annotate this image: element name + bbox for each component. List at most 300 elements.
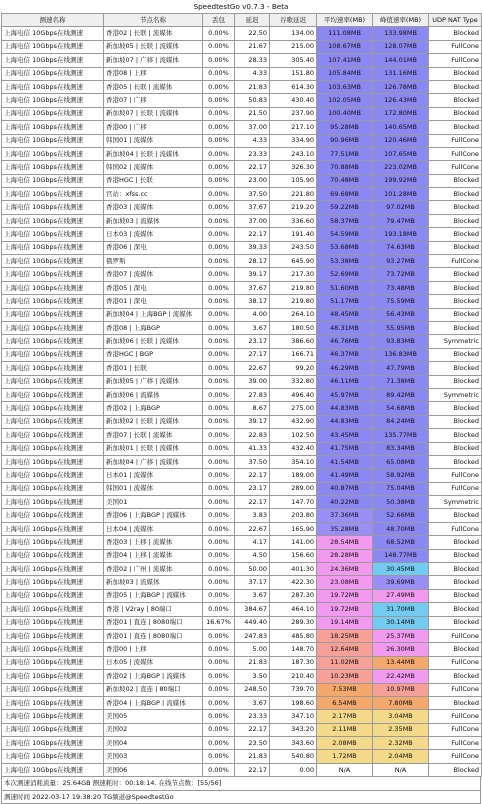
cell-latency: 21.83 xyxy=(235,656,270,669)
header-udp-nat: UDP NAT Type xyxy=(429,14,482,27)
cell-latency: 21.67 xyxy=(235,40,270,53)
cell-google-latency: 332.80 xyxy=(270,375,317,388)
cell-google-latency: 151.80 xyxy=(270,67,317,80)
cell-avg-speed: 46.29MB xyxy=(317,362,373,375)
cell-test-name: 上海电信 10Gbps在线测速 xyxy=(2,763,104,776)
cell-test-name: 上海电信 10Gbps在线测速 xyxy=(2,40,104,53)
table-row xyxy=(2,40,482,53)
cell-udp-nat: FullCone xyxy=(429,737,482,750)
cell-peak-speed: 89.42MB xyxy=(373,388,429,401)
cell-test-name: 上海电信 10Gbps在线测速 xyxy=(2,670,104,683)
cell-latency: 3.67 xyxy=(235,696,270,709)
speedtest-report xyxy=(1,0,481,804)
cell-node-name: 新加坡04 | 长联 | 流媒体 xyxy=(104,147,203,160)
cell-node-name: 俄罗斯 xyxy=(104,255,203,268)
table-row xyxy=(2,656,482,669)
table-body xyxy=(2,27,482,777)
cell-peak-speed: 3.04MB xyxy=(373,710,429,723)
cell-avg-speed: 43.45MB xyxy=(317,429,373,442)
cell-test-name: 上海电信 10Gbps在线测速 xyxy=(2,268,104,281)
cell-test-name: 上海电信 10Gbps在线测速 xyxy=(2,536,104,549)
cell-google-latency: 210.40 xyxy=(270,670,317,683)
cell-peak-speed: 79.47MB xyxy=(373,214,429,227)
cell-peak-speed: 73.72MB xyxy=(373,268,429,281)
cell-packet-loss: 0.00% xyxy=(203,415,235,428)
cell-udp-nat: FullCone xyxy=(429,656,482,669)
cell-packet-loss: 0.00% xyxy=(203,375,235,388)
cell-google-latency: 105.90 xyxy=(270,174,317,187)
cell-udp-nat: Blocked xyxy=(429,402,482,415)
cell-avg-speed: 59.22MB xyxy=(317,201,373,214)
cell-google-latency: 191.40 xyxy=(270,228,317,241)
cell-packet-loss: 0.00% xyxy=(203,321,235,334)
cell-peak-speed: 2.32MB xyxy=(373,737,429,750)
cell-avg-speed: 95.28MB xyxy=(317,121,373,134)
table-row xyxy=(2,27,482,40)
cell-packet-loss: 0.00% xyxy=(203,683,235,696)
cell-google-latency: 237.90 xyxy=(270,107,317,120)
cell-node-name: 新加坡07 | 长联 | 流媒体 xyxy=(104,107,203,120)
table-row xyxy=(2,509,482,522)
table-row xyxy=(2,536,482,549)
cell-packet-loss: 0.00% xyxy=(203,214,235,227)
table-row xyxy=(2,362,482,375)
cell-google-latency: 217.30 xyxy=(270,268,317,281)
cell-latency: 37.67 xyxy=(235,281,270,294)
cell-avg-speed: 41.54MB xyxy=(317,455,373,468)
cell-avg-speed: 48.31MB xyxy=(317,321,373,334)
cell-test-name: 上海电信 10Gbps在线测速 xyxy=(2,335,104,348)
cell-peak-speed: 71.38MB xyxy=(373,375,429,388)
cell-test-name: 上海电信 10Gbps在线测速 xyxy=(2,348,104,361)
cell-google-latency: 275.00 xyxy=(270,402,317,415)
cell-test-name: 上海电信 10Gbps在线测速 xyxy=(2,455,104,468)
cell-udp-nat: Blocked xyxy=(429,509,482,522)
table-row xyxy=(2,522,482,535)
report-title: SpeedtestGo v0.7.3 - Beta xyxy=(193,2,289,11)
cell-avg-speed: 37.36MB xyxy=(317,509,373,522)
cell-peak-speed: 2.04MB xyxy=(373,750,429,763)
cell-peak-speed: 131.16MB xyxy=(373,67,429,80)
cell-peak-speed: 25.37MB xyxy=(373,629,429,642)
cell-latency: 37.50 xyxy=(235,188,270,201)
cell-packet-loss: 0.00% xyxy=(203,107,235,120)
cell-peak-speed: 30.14MB xyxy=(373,616,429,629)
table-row xyxy=(2,455,482,468)
cell-google-latency: 156.60 xyxy=(270,549,317,562)
cell-packet-loss: 0.00% xyxy=(203,563,235,576)
cell-test-name: 上海电信 10Gbps在线测速 xyxy=(2,147,104,160)
cell-test-name: 上海电信 10Gbps在线测速 xyxy=(2,94,104,107)
cell-peak-speed: 65.08MB xyxy=(373,455,429,468)
cell-node-name: 美国04 xyxy=(104,737,203,750)
cell-google-latency: 243.50 xyxy=(270,241,317,254)
cell-packet-loss: 0.00% xyxy=(203,629,235,642)
cell-latency: 4.00 xyxy=(235,308,270,321)
header-peak-speed: 峰值速率(MB) xyxy=(373,14,429,27)
cell-latency: 37.50 xyxy=(235,455,270,468)
cell-peak-speed: 48.70MB xyxy=(373,522,429,535)
cell-test-name: 上海电信 10Gbps在线测速 xyxy=(2,750,104,763)
cell-peak-speed: 128.07MB xyxy=(373,40,429,53)
cell-test-name: 上海电信 10Gbps在线测速 xyxy=(2,27,104,40)
cell-latency: 4.33 xyxy=(235,67,270,80)
cell-node-name: 韩国02 | 流媒体 xyxy=(104,161,203,174)
cell-google-latency: 336.60 xyxy=(270,214,317,227)
cell-google-latency: 147.70 xyxy=(270,496,317,509)
cell-udp-nat: FullCone xyxy=(429,147,482,160)
cell-latency: 22.67 xyxy=(235,522,270,535)
cell-avg-speed: 2.17MB xyxy=(317,710,373,723)
cell-google-latency: 0.00 xyxy=(270,763,317,776)
cell-test-name: 上海电信 10Gbps在线测速 xyxy=(2,656,104,669)
cell-avg-speed: 2.11MB xyxy=(317,723,373,736)
cell-test-name: 上海电信 10Gbps在线测速 xyxy=(2,415,104,428)
cell-udp-nat: Blocked xyxy=(429,121,482,134)
table-row xyxy=(2,710,482,723)
cell-avg-speed: 48.45MB xyxy=(317,308,373,321)
cell-udp-nat: Blocked xyxy=(429,576,482,589)
cell-peak-speed: 7.80MB xyxy=(373,696,429,709)
table-row xyxy=(2,415,482,428)
cell-node-name: 香港05 | 长联 | 流媒体 xyxy=(104,80,203,93)
cell-packet-loss: 16.67% xyxy=(203,616,235,629)
table-row xyxy=(2,228,482,241)
cell-latency: 248.50 xyxy=(235,683,270,696)
cell-google-latency: 134.00 xyxy=(270,27,317,40)
cell-test-name: 上海电信 10Gbps在线测速 xyxy=(2,388,104,401)
cell-avg-speed: 40.87MB xyxy=(317,482,373,495)
cell-packet-loss: 0.00% xyxy=(203,268,235,281)
cell-udp-nat: Blocked xyxy=(429,696,482,709)
cell-node-name: 新加坡05 | 长联 | 流媒体 xyxy=(104,40,203,53)
cell-avg-speed: 35.28MB xyxy=(317,522,373,535)
cell-latency: 3.83 xyxy=(235,509,270,522)
cell-node-name: 香港02 | 上海BGP xyxy=(104,402,203,415)
cell-udp-nat: Blocked xyxy=(429,201,482,214)
cell-test-name: 上海电信 10Gbps在线测速 xyxy=(2,107,104,120)
cell-node-name: 日本04 | 流媒体 xyxy=(104,522,203,535)
table-row xyxy=(2,696,482,709)
cell-peak-speed: 26.30MB xyxy=(373,643,429,656)
cell-peak-speed: 93.27MB xyxy=(373,255,429,268)
cell-packet-loss: 0.00% xyxy=(203,54,235,67)
cell-udp-nat: Blocked xyxy=(429,442,482,455)
cell-udp-nat: Blocked xyxy=(429,174,482,187)
cell-node-name: 新加坡07 | 广移 | 流媒体 xyxy=(104,54,203,67)
cell-test-name: 上海电信 10Gbps在线测速 xyxy=(2,696,104,709)
cell-udp-nat: FullCone xyxy=(429,522,482,535)
cell-latency: 21.83 xyxy=(235,750,270,763)
cell-google-latency: 219.80 xyxy=(270,295,317,308)
cell-packet-loss: 0.00% xyxy=(203,589,235,602)
cell-latency: 50.83 xyxy=(235,94,270,107)
cell-packet-loss: 0.00% xyxy=(203,80,235,93)
cell-latency: 4.50 xyxy=(235,549,270,562)
cell-udp-nat: Blocked xyxy=(429,107,482,120)
cell-packet-loss: 0.00% xyxy=(203,228,235,241)
cell-avg-speed: 45.97MB xyxy=(317,388,373,401)
cell-packet-loss: 0.00% xyxy=(203,161,235,174)
cell-test-name: 上海电信 10Gbps在线测速 xyxy=(2,308,104,321)
cell-udp-nat: Blocked xyxy=(429,281,482,294)
cell-google-latency: 305.40 xyxy=(270,54,317,67)
cell-node-name: 新加坡02 | 长联 | 流媒体 xyxy=(104,415,203,428)
cell-avg-speed: 53.68MB xyxy=(317,241,373,254)
cell-test-name: 上海电信 10Gbps在线测速 xyxy=(2,509,104,522)
cell-packet-loss: 0.00% xyxy=(203,67,235,80)
cell-google-latency: 540.80 xyxy=(270,750,317,763)
cell-test-name: 上海电信 10Gbps在线测速 xyxy=(2,134,104,147)
cell-packet-loss: 0.00% xyxy=(203,174,235,187)
cell-google-latency: 485.80 xyxy=(270,629,317,642)
cell-udp-nat: FullCone xyxy=(429,723,482,736)
cell-peak-speed: 193.18MB xyxy=(373,228,429,241)
cell-avg-speed: 52.69MB xyxy=(317,268,373,281)
cell-latency: 37.00 xyxy=(235,214,270,227)
cell-test-name: 上海电信 10Gbps在线测速 xyxy=(2,549,104,562)
cell-test-name: 上海电信 10Gbps在线测速 xyxy=(2,737,104,750)
table-row xyxy=(2,670,482,683)
cell-test-name: 上海电信 10Gbps在线测速 xyxy=(2,321,104,334)
cell-test-name: 上海电信 10Gbps在线测速 xyxy=(2,643,104,656)
cell-peak-speed: 84.24MB xyxy=(373,415,429,428)
cell-avg-speed: 70.48MB xyxy=(317,174,373,187)
cell-udp-nat: FullCone xyxy=(429,629,482,642)
cell-udp-nat: Blocked xyxy=(429,228,482,241)
cell-latency: 22.83 xyxy=(235,429,270,442)
table-row xyxy=(2,442,482,455)
cell-udp-nat: Blocked xyxy=(429,549,482,562)
cell-packet-loss: 0.00% xyxy=(203,522,235,535)
cell-google-latency: 289.30 xyxy=(270,616,317,629)
cell-peak-speed: 52.66MB xyxy=(373,509,429,522)
table-row xyxy=(2,295,482,308)
cell-avg-speed: 19.72MB xyxy=(317,589,373,602)
header-packet-loss: 丢包 xyxy=(203,14,235,27)
cell-avg-speed: 107.41MB xyxy=(317,54,373,67)
cell-packet-loss: 0.00% xyxy=(203,496,235,509)
cell-node-name: 香港02 | 长联 | 流媒体 xyxy=(104,27,203,40)
cell-peak-speed: 55.95MB xyxy=(373,321,429,334)
cell-latency: 41.33 xyxy=(235,442,270,455)
header-node-name: 节点名称 xyxy=(104,14,203,27)
cell-peak-speed: 126.78MB xyxy=(373,80,429,93)
cell-latency: 21.50 xyxy=(235,107,270,120)
cell-google-latency: 496.40 xyxy=(270,388,317,401)
cell-test-name: 上海电信 10Gbps在线测速 xyxy=(2,281,104,294)
cell-packet-loss: 0.00% xyxy=(203,362,235,375)
table-row xyxy=(2,388,482,401)
table-row xyxy=(2,375,482,388)
cell-packet-loss: 0.00% xyxy=(203,723,235,736)
table-row xyxy=(2,80,482,93)
cell-udp-nat: Blocked xyxy=(429,763,482,776)
cell-node-name: 新加坡04 | 广移 | 流媒体 xyxy=(104,455,203,468)
cell-packet-loss: 0.00% xyxy=(203,482,235,495)
cell-test-name: 上海电信 10Gbps在线测速 xyxy=(2,683,104,696)
cell-packet-loss: 0.00% xyxy=(203,308,235,321)
cell-google-latency: 243.10 xyxy=(270,147,317,160)
cell-peak-speed: 148.77MB xyxy=(373,549,429,562)
cell-latency: 37.00 xyxy=(235,121,270,134)
cell-latency: 50.00 xyxy=(235,563,270,576)
cell-packet-loss: 0.00% xyxy=(203,710,235,723)
cell-udp-nat: Blocked xyxy=(429,308,482,321)
cell-test-name: 上海电信 10Gbps在线测速 xyxy=(2,616,104,629)
cell-peak-speed: 27.49MB xyxy=(373,589,429,602)
cell-peak-speed: 93.83MB xyxy=(373,335,429,348)
cell-latency: 27.17 xyxy=(235,348,270,361)
cell-avg-speed: 19.14MB xyxy=(317,616,373,629)
cell-test-name: 上海电信 10Gbps在线测速 xyxy=(2,496,104,509)
cell-avg-speed: 6.54MB xyxy=(317,696,373,709)
cell-node-name: 香港07 | 长联 | 流媒体 xyxy=(104,429,203,442)
cell-udp-nat: Blocked xyxy=(429,188,482,201)
cell-udp-nat: Blocked xyxy=(429,603,482,616)
cell-latency: 22.17 xyxy=(235,469,270,482)
cell-packet-loss: 0.00% xyxy=(203,696,235,709)
cell-packet-loss: 0.00% xyxy=(203,643,235,656)
cell-udp-nat: Blocked xyxy=(429,563,482,576)
cell-node-name: 官站：xfss.cc xyxy=(104,188,203,201)
table-row xyxy=(2,629,482,642)
cell-udp-nat: Blocked xyxy=(429,670,482,683)
cell-node-name: 香港05 | 上海BGP | 流媒体 xyxy=(104,589,203,602)
cell-udp-nat: Blocked xyxy=(429,67,482,80)
cell-latency: 23.33 xyxy=(235,710,270,723)
cell-udp-nat: Blocked xyxy=(429,241,482,254)
cell-test-name: 上海电信 10Gbps在线测速 xyxy=(2,161,104,174)
cell-peak-speed: 135.77MB xyxy=(373,429,429,442)
cell-google-latency: 189.00 xyxy=(270,469,317,482)
table-row xyxy=(2,496,482,509)
cell-test-name: 上海电信 10Gbps在线测速 xyxy=(2,188,104,201)
cell-avg-speed: 46.37MB xyxy=(317,348,373,361)
table-row xyxy=(2,321,482,334)
cell-avg-speed: 103.63MB xyxy=(317,80,373,93)
cell-avg-speed: 18.25MB xyxy=(317,629,373,642)
cell-udp-nat: FullCone xyxy=(429,161,482,174)
table-row xyxy=(2,482,482,495)
cell-google-latency: 343.20 xyxy=(270,723,317,736)
cell-packet-loss: 0.00% xyxy=(203,670,235,683)
cell-peak-speed: 133.98MB xyxy=(373,27,429,40)
cell-peak-speed: 172.80MB xyxy=(373,107,429,120)
cell-packet-loss: 0.00% xyxy=(203,335,235,348)
cell-latency: 22.17 xyxy=(235,228,270,241)
cell-node-name: 新加坡03 | 流媒体 xyxy=(104,576,203,589)
cell-packet-loss: 0.00% xyxy=(203,402,235,415)
cell-node-name: 美国03 xyxy=(104,750,203,763)
cell-peak-speed: 97.02MB xyxy=(373,201,429,214)
cell-google-latency: 739.70 xyxy=(270,683,317,696)
timestamp-line: 测速时间 2022-03-17 19:38:20 TG频道@SpeedtestGo xyxy=(1,791,481,804)
cell-avg-speed: 44.83MB xyxy=(317,402,373,415)
cell-latency: 39.00 xyxy=(235,375,270,388)
cell-node-name: 新加坡06 | 长联 | 流媒体 xyxy=(104,335,203,348)
cell-node-name: 香港00 | 广移 xyxy=(104,121,203,134)
cell-node-name: 新加坡03 | 流媒体 xyxy=(104,214,203,227)
cell-google-latency: 148.70 xyxy=(270,643,317,656)
cell-google-latency: 422.30 xyxy=(270,576,317,589)
cell-peak-speed: 31.70MB xyxy=(373,603,429,616)
cell-peak-speed: 13.44MB xyxy=(373,656,429,669)
cell-peak-speed: 73.48MB xyxy=(373,281,429,294)
cell-avg-speed: 2.08MB xyxy=(317,737,373,750)
table-row xyxy=(2,750,482,763)
cell-test-name: 上海电信 10Gbps在线测速 xyxy=(2,603,104,616)
cell-udp-nat: Blocked xyxy=(429,214,482,227)
cell-peak-speed: 10.97MB xyxy=(373,683,429,696)
cell-latency: 28.17 xyxy=(235,255,270,268)
cell-latency: 23.50 xyxy=(235,737,270,750)
cell-node-name: 日本05 | 流媒体 xyxy=(104,656,203,669)
cell-packet-loss: 0.00% xyxy=(203,134,235,147)
cell-latency: 28.33 xyxy=(235,54,270,67)
cell-packet-loss: 0.00% xyxy=(203,40,235,53)
cell-peak-speed: 50.38MB xyxy=(373,496,429,509)
cell-latency: 38.17 xyxy=(235,295,270,308)
cell-packet-loss: 0.00% xyxy=(203,121,235,134)
cell-latency: 5.00 xyxy=(235,643,270,656)
table-row xyxy=(2,348,482,361)
cell-peak-speed: 83.34MB xyxy=(373,442,429,455)
cell-google-latency: 219.80 xyxy=(270,281,317,294)
cell-latency: 22.17 xyxy=(235,763,270,776)
cell-google-latency: 180.50 xyxy=(270,321,317,334)
cell-peak-speed: 107.65MB xyxy=(373,147,429,160)
cell-node-name: 韩国01 | 流媒体 xyxy=(104,482,203,495)
cell-udp-nat: Blocked xyxy=(429,415,482,428)
cell-node-name: 美国02 xyxy=(104,723,203,736)
cell-test-name: 上海电信 10Gbps在线测速 xyxy=(2,723,104,736)
cell-node-name: 香港00 | 上移 xyxy=(104,643,203,656)
cell-google-latency: 386.60 xyxy=(270,335,317,348)
cell-test-name: 上海电信 10Gbps在线测速 xyxy=(2,563,104,576)
cell-node-name: 新加坡02 | 直连 | 80端口 xyxy=(104,683,203,696)
cell-google-latency: 354.10 xyxy=(270,455,317,468)
cell-test-name: 上海电信 10Gbps在线测速 xyxy=(2,482,104,495)
table-row xyxy=(2,255,482,268)
cell-peak-speed: 30.45MB xyxy=(373,563,429,576)
cell-google-latency: 215.00 xyxy=(270,40,317,53)
cell-avg-speed: 105.84MB xyxy=(317,67,373,80)
cell-google-latency: 102.50 xyxy=(270,429,317,442)
header-avg-speed: 平均速率(MB) xyxy=(317,14,373,27)
cell-peak-speed: 2.35MB xyxy=(373,723,429,736)
cell-test-name: 上海电信 10Gbps在线测速 xyxy=(2,121,104,134)
table-row xyxy=(2,549,482,562)
cell-udp-nat: Blocked xyxy=(429,268,482,281)
cell-avg-speed: 28.28MB xyxy=(317,549,373,562)
cell-node-name: 香港08 | 上移 xyxy=(104,67,203,80)
cell-node-name: 香港03 | 上移 | 流媒体 xyxy=(104,536,203,549)
cell-node-name: 香港01 | 直连 | 8080端口 xyxy=(104,616,203,629)
cell-node-name: 香港02 | 上海BGP | 流媒体 xyxy=(104,670,203,683)
cell-avg-speed: 19.72MB xyxy=(317,603,373,616)
table-row xyxy=(2,134,482,147)
cell-latency: 384.67 xyxy=(235,603,270,616)
cell-google-latency: 432.40 xyxy=(270,442,317,455)
cell-avg-speed: 111.08MB xyxy=(317,27,373,40)
cell-test-name: 上海电信 10Gbps在线测速 xyxy=(2,67,104,80)
cell-test-name: 上海电信 10Gbps在线测速 xyxy=(2,362,104,375)
cell-test-name: 上海电信 10Gbps在线测速 xyxy=(2,375,104,388)
cell-google-latency: 141.00 xyxy=(270,536,317,549)
cell-udp-nat: Blocked xyxy=(429,321,482,334)
cell-latency: 4.33 xyxy=(235,134,270,147)
